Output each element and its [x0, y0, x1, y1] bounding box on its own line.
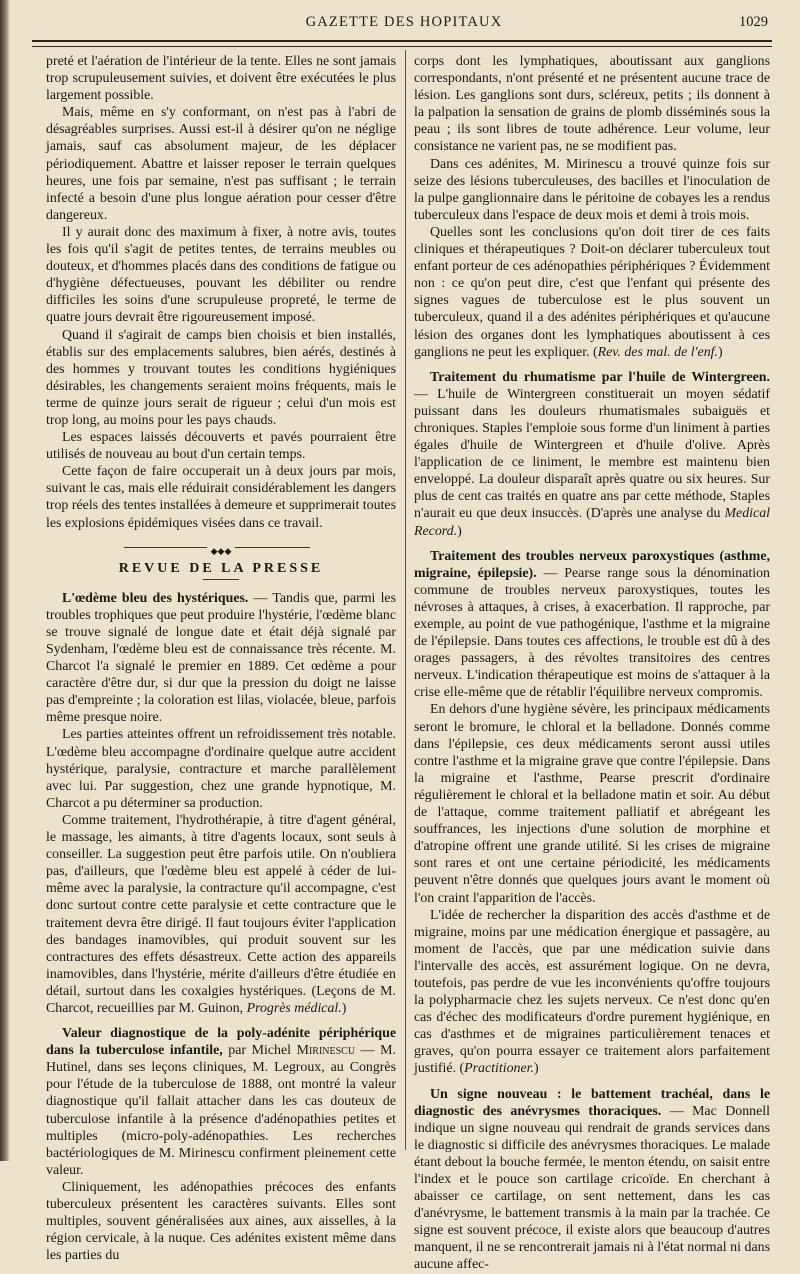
section-rule — [203, 579, 239, 580]
article-headline: Traitement des troubles nerveux paroxystiques (asthme, migraine, épilepsie). — [414, 548, 770, 581]
article-oedeme-bleu — [46, 590, 396, 727]
ornamental-rule — [46, 542, 396, 556]
article-headline: Un signe nouveau : le battement trachéal, dans le diagnostic des anévrysmes thoraciques. — [414, 1086, 770, 1119]
running-title: GAZETTE DES HOPITAUX — [305, 14, 503, 30]
header-rule — [32, 40, 772, 47]
article-text: Comme traitement, l'hydrothérapie, à titre d'agent général, le massage, les aimants, à titre d'agents locaux, sont seuls à conseiller. La suggestion peut être parfois utile. On n'oubliera pas, d'ailleurs, que l'œdème bleu est appelé à céder de lui-même avec la paralysie, la contracture qu'il accompagne, c'est donc surtout contre cette paralysie et cette contracture que le traitement devra être dirigé. Il faut toujours éviter l'application des bandages inamovibles, qui produit souvent sur les contractures des effets désastreux. Cette action des appareils inamovibles, dans l'hystérie, mérite d'ailleurs d'être étudiée en détail, surtout dans les coxalgies hystériques. (Leçons de M. Charcot, recueillies par M. Guinon, — [46, 812, 396, 1016]
column-divider — [405, 50, 406, 1150]
article-text: L'idée de rechercher la disparition des accès d'asthme et de migraine, moins par une médication énergique et passagère, au moment de l'accès, que par une médication suivie dans l'intervalle des accès, est assurément logique. On ne devra, toutefois, pas perdre de vue les inconvénients qu'offre toujours la polypharmacie chez les sujets nerveux. Ce n'est donc qu'en cas d'échec des modificateurs d'ordre purement hygiénique, en cas d'asthmes et de migraines particulièrement tenaces et graves, qu'on pourra essayer ce traitement alors parfaitement justifié. ( — [414, 907, 770, 1077]
source-citation: Rev. des mal. de l'enf. — [597, 344, 718, 360]
paragraph: Les espaces laissés découverts et pavés pourraient être utilisés de nouveau au bout d'un certain temps. — [46, 430, 396, 463]
paragraph: Cette façon de faire occuperait un à deux jours par mois, suivant le cas, mais elle réduirait considérablement les dangers trop réels des tentes installées à demeure et supprimerait toutes les explosions épidémiques visées dans ce travail. — [46, 464, 396, 531]
closing-paren: ) — [341, 1000, 347, 1016]
fleuron-ornament: ◆◆◆ — [207, 546, 236, 556]
paragraph — [414, 224, 770, 361]
source-citation: Medical Record. — [414, 506, 770, 539]
article-text: — M. Hutinel, dans ses leçons cliniques, M. Legroux, au Congrès pour l'étude de la tuberculose de 1888, ont montré la valeur diagnostique qu'il fallait attacher dans les cas douteux de tuberculose infantile à la présence d'adénopathies petites et multiples (micro-poly-adénopathies. Les recherches bactériologiques de M. Mirinescu confirment pleinement cette valeur. — [46, 1043, 396, 1178]
closing-paren: ) — [717, 344, 723, 360]
article-text: — Pearse range sous la dénomination commune de troubles nerveux paroxystiques, toutes les névroses à attaques, à crises, à exacerbation. Il rapproche, par exemple, au point de vue pathogénique, l'asthme et la migraine de l'épilepsie. Dans toutes ces affections, le trouble est dû à des orages passagers, à des révoltes transitoires des centres nerveux. L'indication thérapeutique est moins de s'attaquer à la crise elle-même que de rétablir l'équilibre nerveux compromis. — [414, 565, 770, 701]
article-text: — Mac Donnell indique un signe nouveau qui rendrait de grands services dans le diagnostic si difficile des anévrysmes thoraciques. Le malade étant debout la bouche fermée, le menton étendu, on saisit entre l'index et le pouce son cartilage cricoïde. En cherchant à abaisser ce cartilage, on sent nettement, dans les cas d'anévrysme, le battement transmis à la main par la trachée. Ce signe est souvent précoce, il existe alors que beaucoup d'autres manquent, il ne se rencontrerait jamais ni à l'état normal ni dans aucune affec- — [414, 1103, 770, 1273]
source-citation: Practitioner. — [464, 1061, 534, 1077]
article-headline: Traitement du rhumatisme par l'huile de Wintergreen. — [430, 369, 770, 385]
page-number: 1029 — [739, 14, 768, 30]
article-text: Quelles sont les conclusions qu'on doit tirer de ces faits cliniques et thérapeutiques ? Doit-on déclarer tuberculeux tout enfant porteur de ces adénopathies périphériques ? Évidemment non : ce qu'on peut dire, c'est que l'enfant qui présente des signes vagues de tuberculose est le plus souvent un tuberculeux, quand il a des adénites périphériques et qu'aucune lésion des organes dont les lymphatiques aboutissent à ces ganglions ne peut les expliquer. ( — [414, 224, 770, 360]
right-column — [414, 53, 770, 1274]
paragraph: preté et l'aération de l'intérieur de la tente. Elles ne sont jamais trop scrupuleusement suivies, et doivent être exécutées le plus largement possible. — [46, 54, 396, 104]
article-headline: L'œdème bleu des hystériques. — [62, 590, 249, 606]
left-column — [46, 53, 396, 1264]
article-troubles-nerveux — [414, 548, 770, 702]
paragraph: Les parties atteintes offrent un refroidissement très notable. L'œdème bleu accompagne d'ordinaire quelque autre accident hystérique, paralysie, contracture et marche parallèlement avec lui. Par suggestion, chez une grande hypnotique, M. Charcot a pu déterminer sa production. — [46, 727, 396, 811]
paragraph: Cliniquement, les adénopathies précoces des enfants tuberculeux présentent les caractères suivants. Elles sont multiples, souvent généralisées aux aines, aux aisselles, à la région cervicale, à la nuque. Ces adénites existent même dans les parties du — [46, 1179, 396, 1264]
page-binding-edge — [0, 0, 10, 1161]
paragraph: Dans ces adénites, M. Mirinescu a trouvé quinze fois sur seize des lésions tuberculeuses, des bacilles et l'inoculation de la pulpe ganglionnaire dans le péritoine de cobayes les a rendus tuberculeux dans l'espace de deux mois et demi à trois mois. — [414, 156, 770, 223]
article-poly-adenite — [46, 1025, 396, 1179]
article-headline: Valeur diagnostique de la poly-adénite périphérique dans la tuberculose infantile, — [46, 1026, 396, 1059]
running-head — [40, 12, 768, 34]
article-text: — Tandis que, parmi les troubles trophiques que peut produire l'hystérie, l'œdème blanc se trouve signalé de longue date et était déjà signalé par Sydenham, l'œdème bleu est de connaissance très récente. M. Charcot l'a signalé le premier en 1889. Cet œdème a pour caractère d'être dur, si dur que la pression du doigt ne laisse pas d'empreinte ; la coloration est lilas, violacée, bleue, parfois même presque noire. — [46, 590, 397, 726]
paragraph: corps dont les lymphatiques, aboutissant aux ganglions correspondants, n'ont présenté et ne présentent aucune trace de lésion. Les ganglions sont durs, scléreux, petits ; ils donnent à la palpation la sensation de grains de plomb disséminés sous la peau ; ils sont libres de toute adhérence. Leur volume, leur consistance ne varient pas, ne se modifient pas. — [414, 54, 770, 155]
article-battement-tracheal — [414, 1086, 770, 1274]
source-citation: Progrès médical. — [246, 1000, 342, 1016]
section-title: REVUE DE LA PRESSE — [118, 560, 324, 576]
closing-paren: ) — [534, 1061, 539, 1077]
author-prefix: par Michel — [222, 1043, 297, 1059]
paragraph: En dehors d'une hygiène sévère, les principaux médicaments seront le bromure, le chloral et la belladone. Donnés comme dans l'épilepsie, ces deux médicaments seront aussi utiles contre l'asthme et la migraine grave que contre l'épilepsie. Dans la migraine et l'asthme, Pearse prescrit d'ordinaire régulièrement le chloral et la belladone matin et soir. Au début de l'attaque, comme traitement palliatif et abrégeant les souffrances, les injections d'une solution de morphine et d'atropine offrent une grande utilité. Si les crises de migraine sont rares et ont une certaine périodicité, les médicaments peuvent n'être donnés que quelques jours avant le moment où l'on craint l'apparition de l'accès. — [414, 702, 770, 906]
author-name: Mirinescu — [296, 1043, 356, 1059]
closing-paren: ) — [457, 523, 462, 539]
paragraph — [414, 907, 770, 1078]
paragraph: Quand il s'agirait de camps bien choisis et bien installés, établis sur des emplacements salubres, bien aérés, destinés à des hommes y trouvant toutes les conditions hygiéniques désirables, les changements seraient moins fréquents, mais le terme de quinze jours serait de rigueur ; celui d'un mois est trop long, au moins pour les pays chauds. — [46, 327, 396, 428]
paragraph: Mais, même en s'y conformant, on n'est pas à l'abri de désagréables surprises. Aussi est-il à désirer qu'on ne néglige jamais, sauf cas absolument majeur, de les déplacer périodiquement. Abattre et laisser reposer le terrain quelques heures, une fois par semaine, n'est pas suffisant ; le terrain infecté a besoin d'une plus longue aération pour cesser d'être dangereux. — [46, 105, 396, 223]
article-wintergreen — [414, 369, 770, 540]
paragraph: Il y aurait donc des maximum à fixer, à notre avis, toutes les fois qu'il s'agit de petites tentes, de terrains meubles ou douteux, et d'hommes placés dans des conditions de fatigue ou d'hygiène défectueuses, pouvant les débiliter ou rendre difficiles les soins d'une scrupuleuse propreté, le terme de quatre jours devrait être rigoureusement imposé. — [46, 224, 396, 326]
paragraph — [46, 812, 396, 1017]
article-text: — L'huile de Wintergreen constituerait un moyen sédatif puissant dans les douleurs rhumatismales subaiguës et chroniques. Staples l'emploie sous forme d'un liniment à parties égales d'huile de Wintergreen et d'huile d'olive. Après l'application de ce liniment, le membre est maintenu bien enveloppé. La douleur disparaît après quatre ou six heures. Sur plus de cent cas traités en quatre ans par cette méthode, Staples n'aurait eu que deux insuccès. (D'après une analyse du — [414, 386, 770, 522]
